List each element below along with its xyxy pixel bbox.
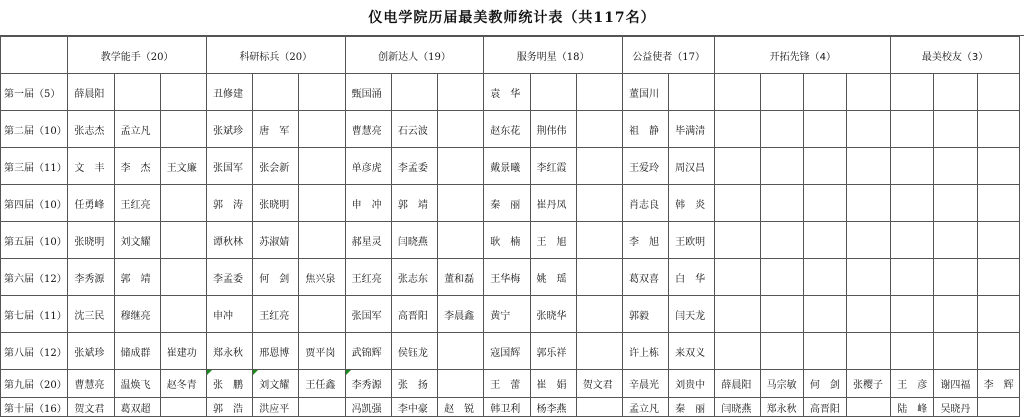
table-cell[interactable] (299, 185, 345, 222)
table-cell[interactable] (977, 398, 1019, 417)
table-cell[interactable] (760, 185, 803, 222)
table-cell[interactable]: 郭 靖 (391, 185, 437, 222)
table-cell[interactable]: 肖志良 (622, 185, 668, 222)
table-cell[interactable] (934, 333, 977, 370)
table-cell[interactable] (576, 398, 622, 417)
table-cell[interactable] (847, 222, 891, 259)
table-cell[interactable]: 刘文耀 (114, 222, 160, 259)
table-cell[interactable] (715, 111, 760, 148)
table-cell[interactable] (891, 185, 934, 222)
table-cell[interactable] (977, 296, 1019, 333)
table-cell[interactable] (160, 398, 206, 417)
table-cell[interactable]: 毕满清 (669, 111, 715, 148)
table-cell[interactable]: 王欧明 (669, 222, 715, 259)
table-row (1, 333, 1020, 370)
table-cell[interactable]: 申 冲 (345, 185, 391, 222)
table-cell[interactable]: 冯凯强 (345, 398, 391, 417)
table-cell[interactable] (803, 222, 846, 259)
table-cell[interactable] (438, 111, 484, 148)
table-row (1, 398, 1020, 417)
table-cell[interactable]: 曹慧亮 (345, 111, 391, 148)
table-cell[interactable]: 王文廉 (160, 148, 206, 185)
table-cell[interactable] (760, 333, 803, 370)
table-row (1, 370, 1020, 398)
teacher-table (0, 36, 1020, 417)
table-cell[interactable] (847, 74, 891, 111)
table-cell[interactable]: 单彦虎 (345, 148, 391, 185)
table-cell[interactable]: 赵东花 (484, 111, 530, 148)
row-label[interactable]: 第七届（11） (1, 296, 68, 333)
table-cell[interactable] (891, 111, 934, 148)
row-label[interactable]: 第四届（10） (1, 185, 68, 222)
table-cell[interactable]: 穆继亮 (114, 296, 160, 333)
table-cell[interactable] (803, 74, 846, 111)
table-cell[interactable]: 王任鑫 (299, 370, 345, 398)
table-cell[interactable]: 王红亮 (345, 259, 391, 296)
table-cell[interactable]: 王 彦 (891, 370, 934, 398)
table-cell[interactable] (891, 148, 934, 185)
table-cell[interactable]: 申冲 (206, 296, 252, 333)
table-cell[interactable]: 张晓华 (530, 296, 576, 333)
table-cell[interactable] (576, 185, 622, 222)
table-cell[interactable] (160, 74, 206, 111)
table-cell[interactable] (977, 111, 1019, 148)
table-cell[interactable] (760, 222, 803, 259)
table-cell[interactable] (847, 148, 891, 185)
table-cell[interactable]: 葛双喜 (622, 259, 668, 296)
table-cell[interactable]: 董和磊 (438, 259, 484, 296)
table-cell[interactable]: 周汉昌 (669, 148, 715, 185)
table-cell[interactable]: 杨李燕 (530, 398, 576, 417)
table-cell[interactable] (891, 259, 934, 296)
table-cell[interactable]: 马宗敏 (760, 370, 803, 398)
table-cell[interactable] (934, 111, 977, 148)
header-row (1, 37, 1020, 74)
table-cell[interactable]: 甄国涌 (345, 74, 391, 111)
table-cell[interactable] (576, 222, 622, 259)
table-cell[interactable]: 张斌珍 (68, 333, 114, 370)
table-cell[interactable]: 张国军 (206, 148, 252, 185)
table-cell[interactable] (715, 222, 760, 259)
table-cell[interactable]: 沈三民 (68, 296, 114, 333)
table-cell[interactable]: 赵 锐 (438, 398, 484, 417)
table-cell[interactable] (299, 222, 345, 259)
table-cell[interactable]: 王红亮 (114, 185, 160, 222)
table-cell[interactable] (299, 398, 345, 417)
table-cell[interactable]: 李晨鑫 (438, 296, 484, 333)
table-cell[interactable] (891, 296, 934, 333)
table-cell[interactable]: 韩 炎 (669, 185, 715, 222)
table-cell[interactable]: 张志东 (391, 259, 437, 296)
table-cell[interactable] (847, 111, 891, 148)
table-cell[interactable] (576, 74, 622, 111)
table-cell[interactable]: 闫晓燕 (391, 222, 437, 259)
category-header[interactable]: 创新达人（19） (345, 37, 484, 74)
table-cell[interactable]: 薛晨阳 (715, 370, 760, 398)
table-row (1, 111, 1020, 148)
table-cell[interactable] (576, 111, 622, 148)
table-cell[interactable] (803, 148, 846, 185)
table-cell[interactable]: 贺文君 (68, 398, 114, 417)
table-cell[interactable]: 辛晨光 (622, 370, 668, 398)
table-cell[interactable]: 温焕飞 (114, 370, 160, 398)
table-cell[interactable]: 洪应平 (253, 398, 299, 417)
table-cell[interactable] (891, 333, 934, 370)
table-cell[interactable] (438, 370, 484, 398)
table-cell[interactable]: 何 剑 (803, 370, 846, 398)
table-cell[interactable] (438, 222, 484, 259)
table-cell[interactable] (299, 74, 345, 111)
table-cell[interactable]: 王华梅 (484, 259, 530, 296)
table-cell[interactable] (715, 333, 760, 370)
table-cell[interactable] (160, 259, 206, 296)
table-cell[interactable] (715, 259, 760, 296)
category-header[interactable]: 开拓先锋（4） (715, 37, 891, 74)
table-cell[interactable] (114, 74, 160, 111)
table-cell[interactable] (977, 74, 1019, 111)
table-cell[interactable]: 郭 浩 (206, 398, 252, 417)
table-cell[interactable]: 高晋阳 (391, 296, 437, 333)
table-cell[interactable] (803, 333, 846, 370)
table-cell[interactable]: 许上栋 (622, 333, 668, 370)
table-cell[interactable]: 谭秋林 (206, 222, 252, 259)
table-cell[interactable] (438, 333, 484, 370)
table-cell[interactable]: 闫晓燕 (715, 398, 760, 417)
table-cell[interactable]: 崔建功 (160, 333, 206, 370)
table-cell[interactable]: 刘文耀 (253, 370, 299, 398)
category-header[interactable]: 科研标兵（20） (206, 37, 345, 74)
table-cell[interactable]: 黄宁 (484, 296, 530, 333)
table-cell[interactable] (438, 185, 484, 222)
table-cell[interactable]: 王 蕾 (484, 370, 530, 398)
table-cell[interactable] (934, 222, 977, 259)
table-cell[interactable]: 韩卫利 (484, 398, 530, 417)
table-cell[interactable] (760, 296, 803, 333)
table-cell[interactable] (760, 259, 803, 296)
table-cell[interactable]: 李孟委 (391, 148, 437, 185)
table-cell[interactable] (715, 296, 760, 333)
table-cell[interactable]: 袁 华 (484, 74, 530, 111)
table-cell[interactable]: 张晓明 (68, 222, 114, 259)
table-cell[interactable] (438, 74, 484, 111)
table-cell[interactable]: 董国川 (622, 74, 668, 111)
table-cell[interactable]: 王爱玲 (622, 148, 668, 185)
row-label[interactable]: 第二届（10） (1, 111, 68, 148)
row-label[interactable]: 第三届（11） (1, 148, 68, 185)
table-cell[interactable] (760, 111, 803, 148)
table-cell[interactable]: 李 旭 (622, 222, 668, 259)
table-cell[interactable] (803, 111, 846, 148)
table-cell[interactable] (576, 148, 622, 185)
table-cell[interactable] (847, 398, 891, 417)
table-cell[interactable] (977, 222, 1019, 259)
corner-cell[interactable] (1, 37, 68, 74)
table-cell[interactable]: 郭 涛 (206, 185, 252, 222)
table-cell[interactable]: 来双义 (669, 333, 715, 370)
row-label[interactable]: 第八届（12） (1, 333, 68, 370)
table-cell[interactable] (891, 74, 934, 111)
table-cell[interactable]: 张 鹏 (206, 370, 252, 398)
table-cell[interactable]: 姚 瑶 (530, 259, 576, 296)
table-cell[interactable]: 白 华 (669, 259, 715, 296)
table-cell[interactable] (669, 74, 715, 111)
table-cell[interactable]: 陆 峰 (891, 398, 934, 417)
table-cell[interactable]: 张 扬 (391, 370, 437, 398)
table-cell[interactable]: 李中豪 (391, 398, 437, 417)
table-cell[interactable]: 张国军 (345, 296, 391, 333)
table-cell[interactable]: 谢四福 (934, 370, 977, 398)
table-cell[interactable]: 张志杰 (68, 111, 114, 148)
table-cell[interactable] (847, 333, 891, 370)
table-row (1, 259, 1020, 296)
table-cell[interactable]: 秦 丽 (669, 398, 715, 417)
table-row (1, 185, 1020, 222)
table-cell[interactable] (299, 148, 345, 185)
table-row (1, 148, 1020, 185)
table-cell[interactable] (253, 74, 299, 111)
table-cell[interactable]: 唐 军 (253, 111, 299, 148)
table-row (1, 222, 1020, 259)
table-cell[interactable]: 侯钰龙 (391, 333, 437, 370)
table-cell[interactable]: 郭 靖 (114, 259, 160, 296)
table-cell[interactable] (934, 296, 977, 333)
table-cell[interactable]: 邢恩博 (253, 333, 299, 370)
table-cell[interactable]: 崔丹凤 (530, 185, 576, 222)
table-cell[interactable]: 祖 静 (622, 111, 668, 148)
table-cell[interactable]: 郑永秋 (206, 333, 252, 370)
table-cell[interactable] (160, 222, 206, 259)
table-cell[interactable]: 贾平岗 (299, 333, 345, 370)
category-header[interactable]: 最美校友（3） (891, 37, 1020, 74)
table-cell[interactable]: 孟立凡 (114, 111, 160, 148)
table-cell[interactable] (299, 296, 345, 333)
table-cell[interactable]: 李孟委 (206, 259, 252, 296)
table-cell[interactable] (847, 259, 891, 296)
table-cell[interactable] (299, 111, 345, 148)
table-cell[interactable]: 焦兴泉 (299, 259, 345, 296)
table-cell[interactable] (977, 185, 1019, 222)
table-cell[interactable] (934, 74, 977, 111)
table-cell[interactable] (576, 333, 622, 370)
table-cell[interactable]: 石云波 (391, 111, 437, 148)
table-cell[interactable]: 王红亮 (253, 296, 299, 333)
table-cell[interactable]: 李 杰 (114, 148, 160, 185)
table-cell[interactable]: 荆伟伟 (530, 111, 576, 148)
category-header[interactable]: 服务明星（18） (484, 37, 623, 74)
table-cell[interactable]: 张樱子 (847, 370, 891, 398)
table-cell[interactable]: 郭毅 (622, 296, 668, 333)
category-header[interactable]: 教学能手（20） (68, 37, 207, 74)
row-label[interactable]: 第九届（20） (1, 370, 68, 398)
table-cell[interactable] (847, 296, 891, 333)
table-cell[interactable] (977, 148, 1019, 185)
table-cell[interactable]: 张斌珍 (206, 111, 252, 148)
row-label[interactable]: 第六届（12） (1, 259, 68, 296)
table-cell[interactable] (977, 333, 1019, 370)
table-cell[interactable] (391, 74, 437, 111)
table-cell[interactable]: 李 辉 (977, 370, 1019, 398)
table-row (1, 74, 1020, 111)
table-cell[interactable] (934, 185, 977, 222)
table-cell[interactable]: 薛晨阳 (68, 74, 114, 111)
table-cell[interactable]: 曹慧亮 (68, 370, 114, 398)
table-cell[interactable] (934, 148, 977, 185)
table-cell[interactable]: 丑修建 (206, 74, 252, 111)
table-cell[interactable]: 闫天龙 (669, 296, 715, 333)
table-cell[interactable]: 郭乐祥 (530, 333, 576, 370)
table-cell[interactable]: 武锦辉 (345, 333, 391, 370)
table-cell[interactable] (438, 148, 484, 185)
table-cell[interactable]: 赵冬青 (160, 370, 206, 398)
table-cell[interactable]: 苏淑婧 (253, 222, 299, 259)
table-cell[interactable]: 刘贵中 (669, 370, 715, 398)
table-cell[interactable] (715, 185, 760, 222)
table-cell[interactable] (160, 111, 206, 148)
table-cell[interactable]: 张会新 (253, 148, 299, 185)
table-cell[interactable] (160, 296, 206, 333)
table-cell[interactable]: 吴晓丹 (934, 398, 977, 417)
table-cell[interactable] (803, 296, 846, 333)
table-cell[interactable] (760, 148, 803, 185)
table-cell[interactable] (977, 259, 1019, 296)
table-cell[interactable]: 葛双超 (114, 398, 160, 417)
table-cell[interactable]: 何 剑 (253, 259, 299, 296)
row-label[interactable]: 第一届（5） (1, 74, 68, 111)
table-cell[interactable]: 郑永秋 (760, 398, 803, 417)
table-cell[interactable]: 耿 楠 (484, 222, 530, 259)
table-cell[interactable] (803, 185, 846, 222)
table-cell[interactable] (934, 259, 977, 296)
table-cell[interactable]: 郝星灵 (345, 222, 391, 259)
table-cell[interactable]: 李红霞 (530, 148, 576, 185)
table-cell[interactable]: 李秀源 (345, 370, 391, 398)
table-cell[interactable]: 秦 丽 (484, 185, 530, 222)
table-row (1, 296, 1020, 333)
table-cell[interactable]: 文 丰 (68, 148, 114, 185)
row-label[interactable]: 第十届（16） (1, 398, 68, 417)
table-cell[interactable]: 贺文君 (576, 370, 622, 398)
table-cell[interactable]: 寇国辉 (484, 333, 530, 370)
table-cell[interactable] (160, 185, 206, 222)
table-cell[interactable] (760, 74, 803, 111)
table-cell[interactable]: 戴景曦 (484, 148, 530, 185)
table-cell[interactable] (847, 185, 891, 222)
table-cell[interactable]: 崔 娟 (530, 370, 576, 398)
category-header[interactable]: 公益使者（17） (622, 37, 714, 74)
table-cell[interactable] (576, 296, 622, 333)
table-cell[interactable]: 王 旭 (530, 222, 576, 259)
table-cell[interactable]: 孟立凡 (622, 398, 668, 417)
table-cell[interactable]: 储成群 (114, 333, 160, 370)
table-cell[interactable]: 任勇峰 (68, 185, 114, 222)
row-label[interactable]: 第五届（10） (1, 222, 68, 259)
table-cell[interactable]: 李秀源 (68, 259, 114, 296)
table-cell[interactable] (576, 259, 622, 296)
table-cell[interactable] (803, 259, 846, 296)
table-cell[interactable] (891, 222, 934, 259)
table-cell[interactable]: 张晓明 (253, 185, 299, 222)
table-cell[interactable] (715, 148, 760, 185)
table-cell[interactable]: 高晋阳 (803, 398, 846, 417)
table-cell[interactable] (530, 74, 576, 111)
table-cell[interactable] (715, 74, 760, 111)
sheet-title: 仪电学院历届最美教师统计表（共117名） (0, 0, 1024, 36)
